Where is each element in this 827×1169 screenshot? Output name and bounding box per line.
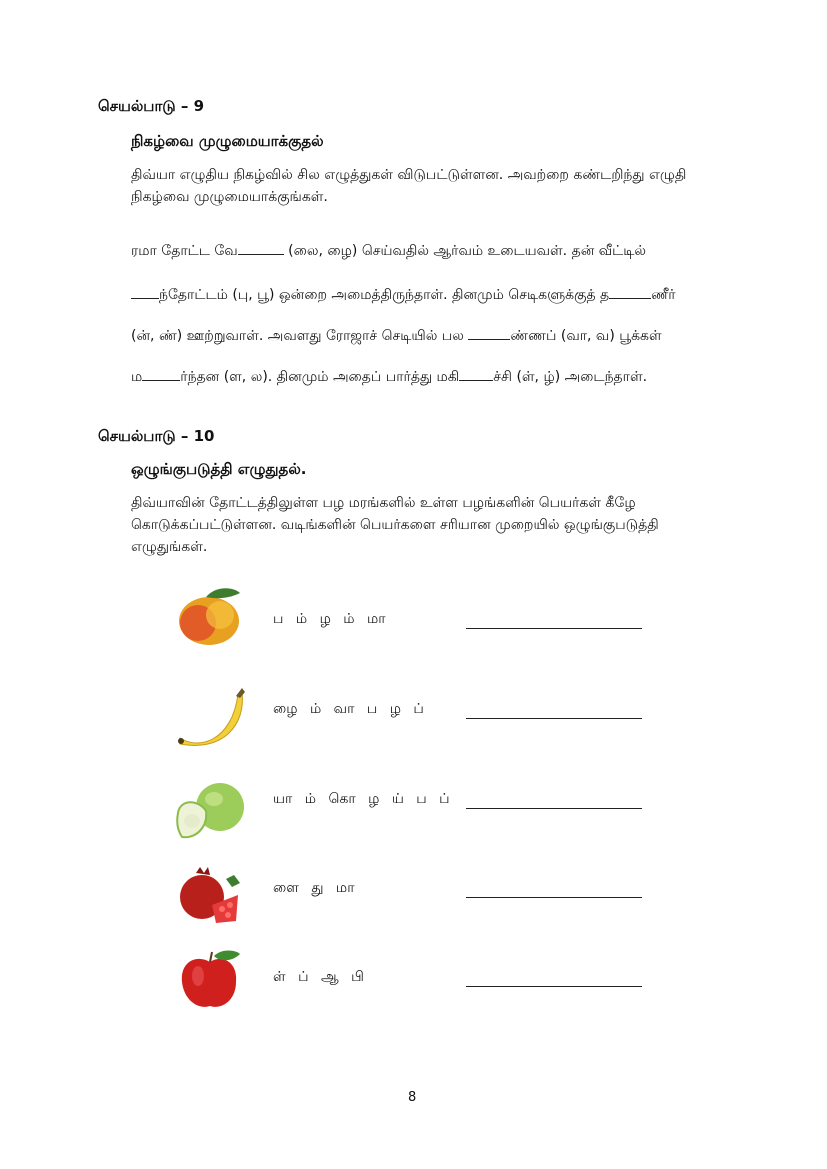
answer-line-3[interactable] [466, 808, 642, 809]
jumbled-word-1: ப ம் ழ ம் மா [273, 611, 387, 627]
jumbled-word-3: யா ம் கொ ழ ய் ப ப் [273, 791, 451, 807]
story-line-4 [131, 366, 647, 387]
jumbled-word-4: ளை து மா [273, 880, 356, 896]
page-number: 8 [408, 1090, 417, 1105]
jumbled-word-5: ள் ப் ஆ பி [273, 969, 365, 985]
answer-line-2[interactable] [466, 718, 642, 719]
answer-line-4[interactable] [466, 897, 642, 898]
fill-blank-3[interactable] [609, 284, 651, 299]
story-line-2 [131, 284, 676, 305]
story-line-4-part-c: ச்சி (ள், ழ்) அடைந்தாள். [493, 369, 648, 385]
fill-blank-1[interactable] [238, 240, 284, 255]
fill-blank-6[interactable] [459, 366, 493, 381]
story-line-1-part-a: ரமா தோட்ட வே [131, 243, 238, 259]
answer-line-1[interactable] [466, 628, 642, 629]
activity10-subheading: ஒழுங்குபடுத்தி எழுதுதல். [131, 460, 307, 478]
story-line-4-part-b: ர்ந்தன (ள, ல). தினமும் அதைப் பார்த்து மகி [180, 369, 460, 385]
pomegranate-icon [176, 865, 246, 929]
activity10-instruction: திவ்யாவின் தோட்டத்திலுள்ள பழ மரங்களில் உள்ள பழங்களின் பெயர்கள் கீழே கொடுக்கப்பட்டுள்ளன. வடிங்களின் பெயர்களை சரியான முறையில் ஒழுங்குபடுத்தி எழுதுங்கள். [131, 495, 659, 555]
story-line-1 [131, 240, 646, 261]
story-line-3-part-a: (ன், ண்) ஊற்றுவாள். அவளது ரோஜாச் செடியில் பல [131, 328, 469, 344]
story-line-2-part-b: ந்தோட்டம் (பு, பூ) ஒன்றை அமைத்திருந்தாள். தினமும் செடிகளுக்குத் த [159, 287, 610, 303]
guava-icon [176, 777, 246, 841]
answer-line-5[interactable] [466, 986, 642, 987]
activity9-subheading: நிகழ்வை முழுமையாக்குதல் [131, 132, 324, 150]
story-line-1-part-b: (லை, ழை) செய்வதில் ஆர்வம் உடையவள். தன் வீட்டில் [283, 243, 647, 259]
mango-icon [176, 585, 246, 649]
story-line-4-part-a: ம [131, 369, 143, 385]
story-line-2-part-c: ணீர் [651, 287, 676, 303]
fill-blank-2[interactable] [131, 284, 159, 299]
fill-blank-4[interactable] [468, 325, 510, 340]
banana-icon [176, 686, 246, 750]
activity9-instruction: திவ்யா எழுதிய நிகழ்வில் சில எழுத்துகள் விடுபட்டுள்ளன. அவற்றை கண்டறிந்து எழுதி நிகழ்வை முழுமையாக்குங்கள். [131, 167, 687, 205]
story-line-3 [131, 325, 662, 346]
story-line-3-part-b: ண்ணப் (வா, வ) பூக்கள் [510, 328, 662, 344]
activity9-heading: செயல்பாடு – 9 [98, 97, 205, 115]
fill-blank-5[interactable] [142, 366, 180, 381]
activity10-heading: செயல்பாடு – 10 [98, 427, 215, 445]
jumbled-word-2: ழை ம் வா ப ழ ப் [273, 701, 425, 717]
apple-icon [176, 948, 246, 1012]
